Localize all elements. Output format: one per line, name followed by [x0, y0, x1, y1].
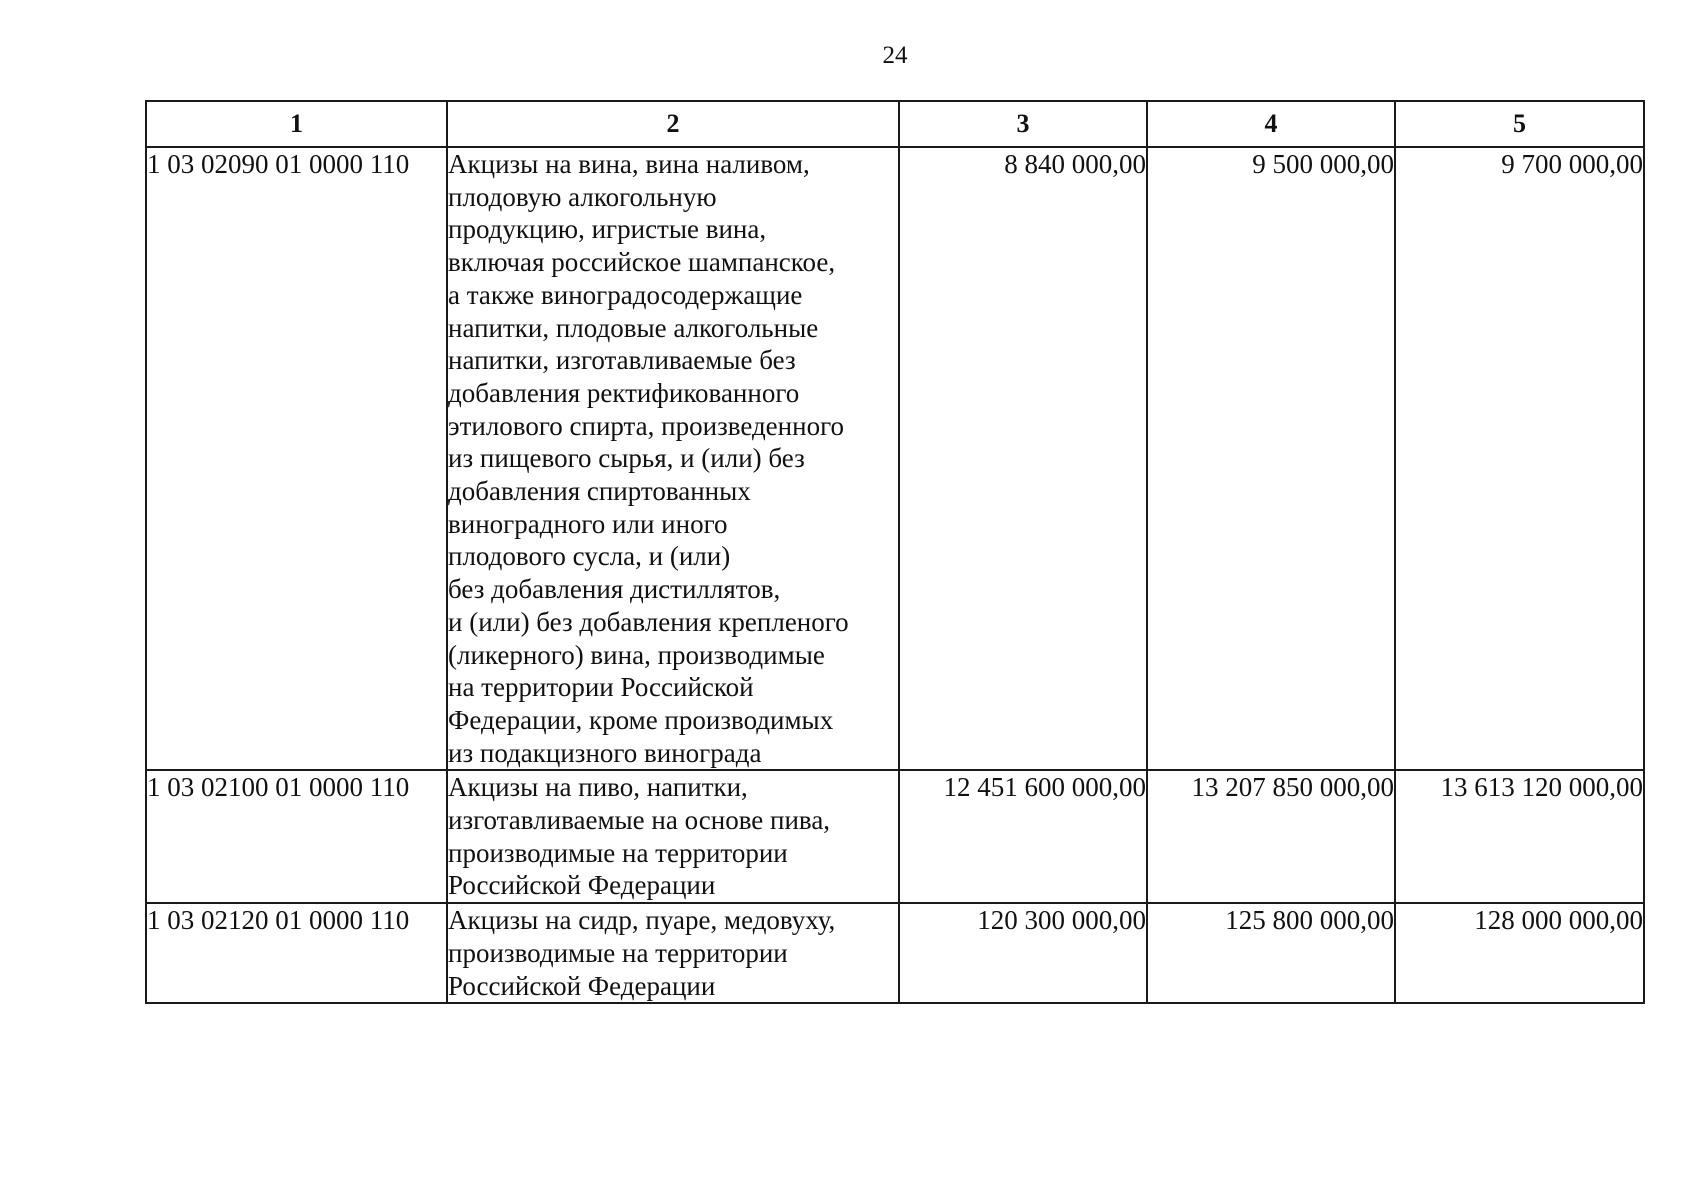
description-line: Акцизы на сидр, пуаре, медовуху,	[448, 905, 836, 936]
amount-cell-col4: 9 500 000,00	[1147, 147, 1395, 770]
table-row	[146, 903, 1644, 1003]
description-line: и (или) без добавления крепленого	[448, 606, 849, 637]
description-line: Российской Федерации	[448, 970, 716, 1001]
table-row	[146, 147, 1644, 770]
amount-cell-col3: 12 451 600 000,00	[899, 770, 1147, 903]
description-line: а также виноградосодержащие	[448, 279, 803, 310]
description-cell	[447, 147, 899, 770]
description-line: Акцизы на пиво, напитки,	[448, 772, 748, 803]
description-line: из подакцизного винограда	[448, 737, 762, 768]
description-line: напитки, плодовые алкогольные	[448, 312, 819, 343]
description-line: плодовую алкогольную	[448, 181, 717, 212]
amount-cell-col5: 9 700 000,00	[1395, 147, 1644, 770]
description-line: плодового сусла, и (или)	[448, 541, 731, 572]
column-header-5: 5	[1395, 101, 1644, 147]
column-header-3: 3	[899, 101, 1147, 147]
amount-cell-col4: 13 207 850 000,00	[1147, 770, 1395, 903]
description-cell	[447, 770, 899, 903]
column-header-2: 2	[447, 101, 899, 147]
description-line: без добавления дистиллятов,	[448, 574, 781, 605]
amount-cell-col3: 120 300 000,00	[899, 903, 1147, 1003]
table-row	[146, 770, 1644, 903]
description-line: этилового спирта, произведенного	[448, 410, 844, 441]
description-line: производимые на территории	[448, 938, 788, 969]
column-header-4: 4	[1147, 101, 1395, 147]
description-line: из пищевого сырья, и (или) без	[448, 443, 805, 474]
page-number: 24	[882, 42, 908, 69]
description-line: напитки, изготавливаемые без	[448, 345, 796, 376]
amount-cell-col4: 125 800 000,00	[1147, 903, 1395, 1003]
budget-code-cell: 1 03 02090 01 0000 110	[146, 147, 447, 770]
description-line: производимые на территории	[448, 837, 788, 868]
amount-cell-col3: 8 840 000,00	[899, 147, 1147, 770]
description-line: на территории Российской	[448, 672, 754, 703]
header-row	[146, 101, 1644, 147]
description-line: Российской Федерации	[448, 870, 716, 901]
column-header-1: 1	[146, 101, 447, 147]
description-line: Акцизы на вина, вина наливом,	[448, 149, 810, 179]
description-line: включая российское шампанское,	[448, 247, 836, 278]
description-line: изготавливаемые на основе пива,	[448, 805, 831, 836]
amount-cell-col5: 128 000 000,00	[1395, 903, 1644, 1003]
description-line: (ликерного) вина, производимые	[448, 639, 825, 670]
amount-cell-col5: 13 613 120 000,00	[1395, 770, 1644, 903]
description-line: добавления спиртованных	[448, 476, 751, 507]
budget-code-cell: 1 03 02100 01 0000 110	[146, 770, 447, 903]
description-line: виноградного или иного	[448, 508, 728, 539]
budget-table	[145, 100, 1645, 1004]
description-line: продукцию, игристые вина,	[448, 214, 767, 245]
description-line: добавления ректификованного	[448, 377, 800, 408]
budget-code-cell: 1 03 02120 01 0000 110	[146, 903, 447, 1003]
description-cell	[447, 903, 899, 1003]
description-line: Федерации, кроме производимых	[448, 704, 834, 735]
